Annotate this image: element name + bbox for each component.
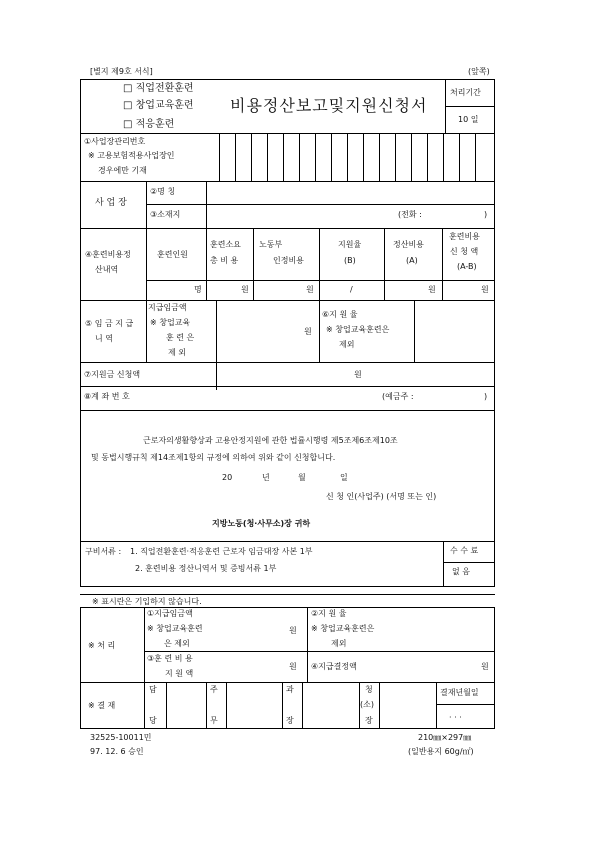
fee-label: 수 수 료: [450, 546, 479, 555]
paper-type: (일반용지 60g/㎡): [408, 747, 474, 756]
wage-label-1: ⑤ 임 금 지 급: [85, 319, 134, 328]
approval-staff-1: 담: [149, 685, 157, 694]
approval-head-3: 장: [365, 716, 373, 725]
phone-end: ): [484, 210, 488, 219]
proc-wage-2: ※ 창업교육훈련: [147, 624, 203, 633]
processing-period-label: 처리기간: [450, 88, 481, 97]
proc-rate-2: ※ 창업교육훈련은: [311, 624, 375, 633]
type-adaptation[interactable]: □ 적응훈련: [123, 119, 175, 130]
proc-cost-1: ③훈 련 비 용: [147, 654, 193, 663]
approval-section-1: 과: [286, 685, 294, 694]
cost-unit-request: 원: [481, 285, 489, 294]
cost-unit-people: 명: [194, 285, 202, 294]
proc-cost-unit: 원: [289, 662, 297, 671]
cost-col-request-3: (A-B): [457, 262, 477, 271]
cost-col-approved-2: 인정비용: [273, 256, 304, 265]
subsidy-label: ⑦지원금 신청액: [84, 370, 141, 379]
proc-decision-label: ④지급결정액: [311, 662, 357, 671]
form-title: 비용정산보고및지원신청서: [230, 96, 428, 115]
office-note: ※ 표시란은 기입하지 않습니다.: [92, 597, 202, 606]
wage-unit: 원: [304, 327, 312, 336]
approval-date-label: 결재년월일: [440, 688, 479, 697]
cost-col-total-1: 훈련소요: [210, 240, 241, 249]
applicant-signature: 신 청 인(사업주) (서명 또는 인): [326, 492, 437, 501]
cost-col-settled-1: 정산비용: [393, 240, 424, 249]
subsidy-unit: 원: [354, 370, 362, 379]
approval-label: ※ 결 재: [88, 701, 116, 710]
cost-unit-settled: 원: [428, 285, 436, 294]
phone-label: (전화 :: [398, 210, 422, 219]
proc-wage-unit: 원: [289, 626, 297, 635]
document-2: 2. 훈련비용 정산니역서 및 증빙서류 1부: [135, 564, 277, 573]
account-holder: (예금주 :: [382, 392, 414, 401]
date-month-label: 월: [298, 473, 306, 482]
cost-col-request-1: 훈련비용: [449, 232, 480, 241]
processing-label: ※ 처 리: [88, 641, 116, 650]
approval-head-2: (소): [360, 700, 374, 709]
type-job-transition[interactable]: □ 직업전환훈련: [123, 83, 194, 94]
cost-col-request-2: 신 청 액: [450, 247, 479, 256]
support-rate-2: ※ 창업교육훈련은: [326, 325, 390, 334]
type-startup[interactable]: □ 창업교육훈련: [123, 100, 194, 111]
page-side: (앞쪽): [468, 67, 490, 76]
wage-sub-2: ※ 창업교육: [150, 318, 191, 327]
support-rate-3: 제외: [339, 340, 355, 349]
workplace-label: 사 업 장: [95, 198, 127, 208]
proc-cost-2: 지 원 액: [165, 669, 194, 678]
documents-label: 구비서류 :: [85, 547, 122, 556]
paper-size: 210㎜×297㎜: [418, 733, 472, 742]
cost-col-people: 훈련인원: [157, 250, 188, 259]
cost-unit-approved: 원: [306, 285, 314, 294]
processing-period-value: 10 일: [458, 115, 479, 124]
office-section: [80, 607, 495, 729]
cost-col-total-2: 총 비 용: [210, 256, 239, 265]
account-label: ⑧계 좌 번 호: [84, 392, 130, 401]
approval-date-value: · · ·: [449, 713, 462, 722]
cost-label-2: 산내역: [95, 265, 119, 274]
proc-rate-1: ②지 원 율: [311, 609, 347, 618]
mgmt-note-2: 경우에만 기재: [98, 166, 147, 175]
mgmt-number-label: ①사업장관리번호: [84, 137, 146, 146]
fee-value: 없 음: [452, 567, 470, 576]
wage-sub-4: 제 외: [168, 348, 186, 357]
proc-decision-unit: 원: [481, 662, 489, 671]
declaration-line-1: 근로자의생활향상과 고용안정지원에 관한 법률시행령 제5조제6조제10조: [143, 436, 398, 445]
wage-label-2: 니 역: [95, 334, 113, 343]
date-year-label: 년: [262, 473, 270, 482]
approval-chief-1: 주: [210, 685, 218, 694]
date-year: 20: [222, 473, 233, 482]
cost-col-rate-2: (B): [344, 256, 356, 265]
approval-head-1: 청: [365, 685, 373, 694]
proc-wage-3: 은 제외: [164, 639, 190, 648]
addressee: 지방노동(청·사무소)장 귀하: [212, 519, 311, 528]
document-1: 1. 직업전환훈련·적응훈련 근로자 임금대장 사본 1부: [130, 547, 313, 556]
cost-col-rate-1: 지원율: [338, 240, 362, 249]
account-holder-end: ): [484, 392, 488, 401]
address-label: ③소재지: [150, 210, 181, 219]
approval-chief-2: 무: [210, 716, 218, 725]
wage-sub-1: 지급임금액: [148, 303, 187, 312]
form-number: [별지 제9호 서식]: [90, 67, 153, 76]
proc-rate-3: 제외: [331, 639, 347, 648]
wage-sub-3: 훈 련 은: [166, 333, 195, 342]
support-rate-1: ⑥지 원 율: [322, 310, 358, 319]
cost-label-1: ④훈련비용정: [85, 250, 131, 259]
date-day-label: 일: [340, 473, 348, 482]
proc-wage-1: ①지급임금액: [147, 609, 193, 618]
cost-unit-total: 원: [241, 285, 249, 294]
cost-col-settled-2: (A): [406, 256, 418, 265]
approval-section-2: 장: [286, 716, 294, 725]
cost-unit-rate: /: [350, 285, 353, 294]
approval-date: 97. 12. 6 승인: [90, 747, 144, 756]
mgmt-note-1: ※ 고용보험적용사업장인: [88, 151, 175, 160]
name-label: ②명 칭: [150, 187, 176, 196]
approval-staff-2: 당: [149, 716, 157, 725]
cost-col-approved-1: 노동부: [259, 240, 283, 249]
declaration-line-2: 및 동법시행규칙 제14조제1항의 규정에 의하여 위와 같이 신청합니다.: [91, 453, 336, 462]
form-code: 32525-10011민: [90, 733, 152, 742]
